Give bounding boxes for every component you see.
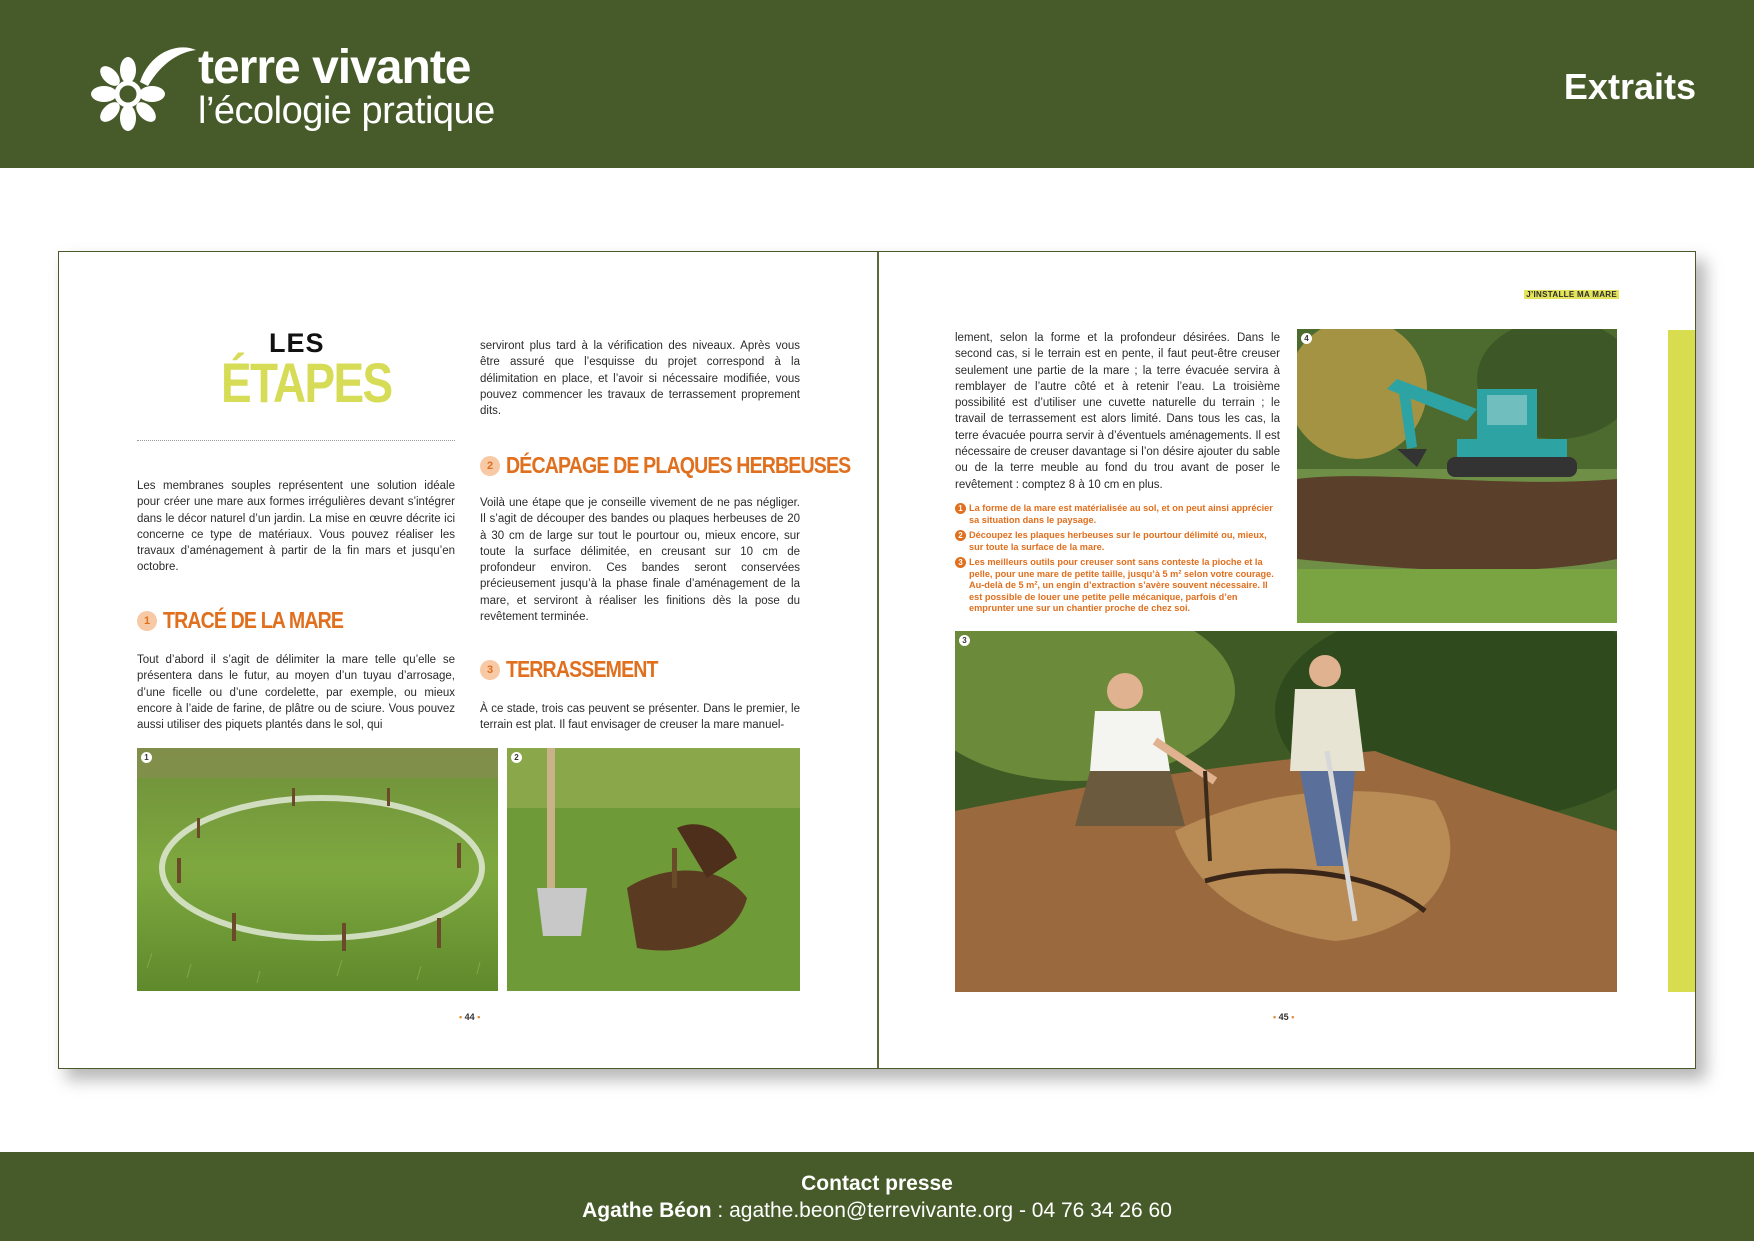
photo-captions [955, 503, 1280, 619]
section-2-number: 2 [480, 456, 500, 476]
caption-2-text: Découpez les plaques herbeuses sur le pourtour délimité ou, mieux, sur toute la surface de la mare. [969, 530, 1267, 552]
section-1-heading [137, 607, 375, 634]
contact-details[interactable]: agathe.beon@terrevivante.org - 04 76 34 26 60 [729, 1199, 1172, 1222]
page-title: Extraits [1563, 66, 1696, 107]
caption-2-number: 2 [955, 530, 966, 541]
page-number-right-value: 45 [1278, 1012, 1289, 1022]
flower-logo-icon [88, 42, 198, 137]
caption-3-text: Les meilleurs outils pour creuser sont sans conteste la pioche et la pelle, pour une mare de petite taille, jusqu’à 5 m² selon votre courage. Au-delà de 5 m², un engin d’extraction s’avère souvent nécessaire. Il est possible de louer une petite pelle mécanique, parfois d’en emprunter une sur un chantier proche de chez soi. [969, 557, 1274, 613]
section-2-heading [480, 452, 911, 479]
footer-contact-line [0, 1199, 1754, 1223]
photo-pond-outline-image [137, 748, 498, 991]
caption-2 [955, 530, 1280, 553]
contact-separator: : [711, 1199, 730, 1222]
caption-3 [955, 557, 1280, 615]
page-number-left-value: 44 [464, 1012, 475, 1022]
section-3-number: 3 [480, 660, 500, 680]
section-1-title: TRACÉ DE LA MARE [163, 607, 344, 633]
column-2-top-text: serviront plus tard à la vérification des niveaux. Après vous être assuré que l’esquisse du projet correspond à la délimitation en place, et l’avoir si nécessaire modifiée, vous pouvez commencer les travaux de terrassement proprement dits. [480, 340, 800, 418]
caption-1-text: La forme de la mare est matérialisée au sol, et on peut ainsi apprécier sa situation dans le paysage. [969, 503, 1273, 525]
photo-spade-turf [507, 748, 800, 991]
brand-tagline: l’écologie pratique [198, 90, 495, 132]
section-1-number: 1 [137, 611, 157, 631]
photo-spade-turf-image [507, 748, 800, 991]
running-head: J’INSTALLE MA MARE [1526, 290, 1617, 299]
page-number-left: • 44 • [459, 1012, 481, 1022]
page-edge-bar [1668, 330, 1695, 992]
photo-excavator [1297, 329, 1617, 623]
intro-text: Les membranes souples représentent une solution idéale pour créer une mare aux formes irrégulières devant s’intégrer dans le décor naturel d’un jardin. La mise en œuvre décrite ici concerne ce type de matériaux. Vous pouvez réaliser les travaux d’aménagement à partir de la fin mars et jusqu’en octobre. [137, 480, 455, 574]
header-banner [0, 0, 1754, 168]
brand-name: terre vivante [198, 41, 471, 94]
photo-3-number: 3 [959, 635, 970, 646]
heading-etapes: ÉTAPES [221, 351, 392, 414]
photo-excavator-image [1297, 329, 1617, 623]
contact-name: Agathe Béon [582, 1199, 712, 1222]
section-3-title: TERRASSEMENT [506, 656, 658, 682]
photo-pond-outline [137, 748, 498, 991]
photo-2-number: 2 [511, 752, 522, 763]
photo-1-number: 1 [141, 752, 152, 763]
section-2-title: DÉCAPAGE DE PLAQUES HERBEUSES [506, 452, 851, 478]
photo-digging-image [955, 631, 1617, 992]
right-page-text: lement, selon la forme et la profondeur désirées. Dans le second cas, si le terrain est en pente, il faut peut-être creuser seulement une partie de la mare ; la terre évacuée servira à remblayer de l’autre côté et à retenir l’eau. La troisième possibilité est d’utiliser une cuvette naturelle du terrain ; le travail de terrassement est alors limité. Dans tous les cas, la terre évacuée pourra servir à d’éventuels aménagements. Il est nécessaire de creuser davantage si l’on désire ajouter du sable ou de la terre meuble au fond du trou avant de poser le revêtement : comptez 8 à 10 cm en plus. [955, 332, 1280, 491]
photo-digging [955, 631, 1617, 992]
footer-title: Contact presse [801, 1172, 953, 1195]
heading-les: LES [269, 328, 325, 358]
page-number-right: • 45 • [1273, 1012, 1295, 1022]
caption-1-number: 1 [955, 503, 966, 514]
book-spread [58, 251, 1696, 1069]
heading-divider [137, 440, 455, 441]
section-3-heading [480, 656, 684, 683]
book-spine [877, 252, 879, 1068]
caption-1 [955, 503, 1280, 526]
section-1-text: Tout d’abord il s’agit de délimiter la mare telle qu’elle se présentera dans le futur, au moyen d’un tuyau d’arrosage, d’une ficelle ou d’une cordelette, par exemple, ou mieux encore à l’aide de farine, de plâtre ou de sciure. Vous pouvez aussi utiliser des piquets plantés dans le sol, qui [137, 654, 455, 732]
section-2-text: Voilà une étape que je conseille vivement de ne pas négliger. Il s’agit de découper des bandes ou plaques herbeuses de 20 à 30 cm de large sur tout le pourtour ou, mieux encore, sur toute la surface délimitée, en creusant sur 10 cm de profondeur environ. Ces bandes seront conservées précieusement jusqu’à la phase finale d’aménagement de la mare, et serviront à réaliser les finitions dès la pose du revêtement terminée. [480, 497, 800, 624]
caption-3-number: 3 [955, 557, 966, 568]
footer-banner [0, 1152, 1754, 1241]
section-3-text: À ce stade, trois cas peuvent se présenter. Dans le premier, le terrain est plat. Il faut envisager de creuser la mare manuel- [480, 703, 800, 732]
brand-logo[interactable] [88, 42, 528, 137]
photo-4-number: 4 [1301, 333, 1312, 344]
